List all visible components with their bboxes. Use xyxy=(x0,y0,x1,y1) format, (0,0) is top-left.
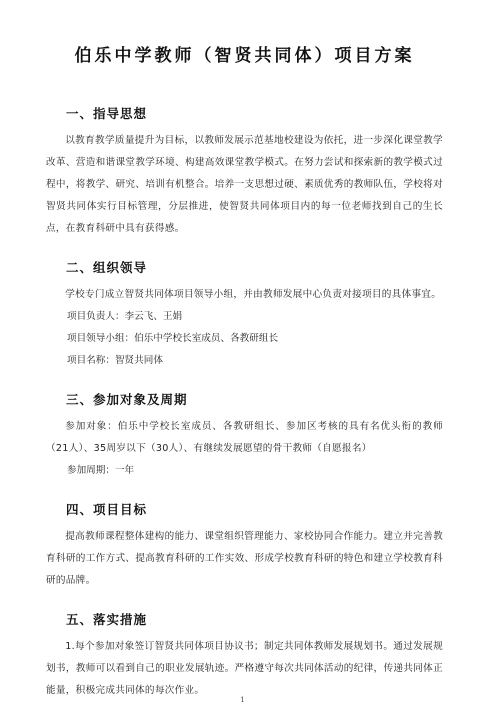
page-number: 1 xyxy=(240,696,245,704)
section-heading: 一、指导思想 xyxy=(66,106,148,121)
section-measures xyxy=(46,610,443,702)
section-paragraph: 提高教师课程整体建构的能力、课堂组织管理能力、家校协同合作能力。建立并完善教育科研的工作方式、提高教育科研的工作实效、形成学校教育科研的特色和建立学校教育科研的品牌。 xyxy=(46,531,443,586)
section-paragraph: 1.每个参加对象签订智贤共同体项目协议书；制定共同体教师发展规划书。通过发展规划书，教师可以看到自己的职业发展轨迹。严格遵守每次共同体活动的纪律，传递共同体正能量，积极完成共同体的每次作业。 xyxy=(46,641,443,696)
section-participants xyxy=(46,390,443,482)
document-title: 伯乐中学教师（智贤共同体）项目方案 xyxy=(74,46,415,66)
project-leader-line: 项目负责人：李云飞、王娟 xyxy=(67,311,183,322)
section-heading: 五、落实措施 xyxy=(66,612,148,627)
participation-period-line: 参加周期：一年 xyxy=(67,465,135,476)
section-paragraph: 学校专门成立智贤共同体项目领导小组，并由教师发展中心负责对接项目的具体事宜。 xyxy=(65,289,442,300)
section-heading: 二、组织领导 xyxy=(66,260,148,275)
section-goals xyxy=(46,500,443,592)
project-group-line: 项目领导小组：伯乐中学校长室成员、各教研组长 xyxy=(67,333,279,344)
section-paragraph: 以教育教学质量提升为目标，以教师发展示范基地校建设为依托，进一步深化课堂教学改革、营造和谐课堂教学环境、构建高效课堂教学模式。在努力尝试和探索新的教学模式过程中，将教学、研究、培训有机整合。培养一支思想过硬、素质优秀的教师队伍，学校将对智贤共同体实行目标管理，分层推进，使智贤共同体项目内的每一位老师找到自己的生长点，在教育科研中具有获得感。 xyxy=(46,135,443,234)
section-organization xyxy=(46,258,443,372)
project-name-line: 项目名称：智贤共同体 xyxy=(67,355,163,366)
section-guiding-thought xyxy=(46,104,443,240)
section-paragraph: 参加对象：伯乐中学校长室成员、各教研组长、参加区考核的具有名优头衔的教师（21人）、35周岁以下（30人）、有继续发展愿望的骨干教师（自愿报名） xyxy=(46,421,443,454)
section-heading: 四、项目目标 xyxy=(66,502,148,517)
section-heading: 三、参加对象及周期 xyxy=(66,392,188,407)
